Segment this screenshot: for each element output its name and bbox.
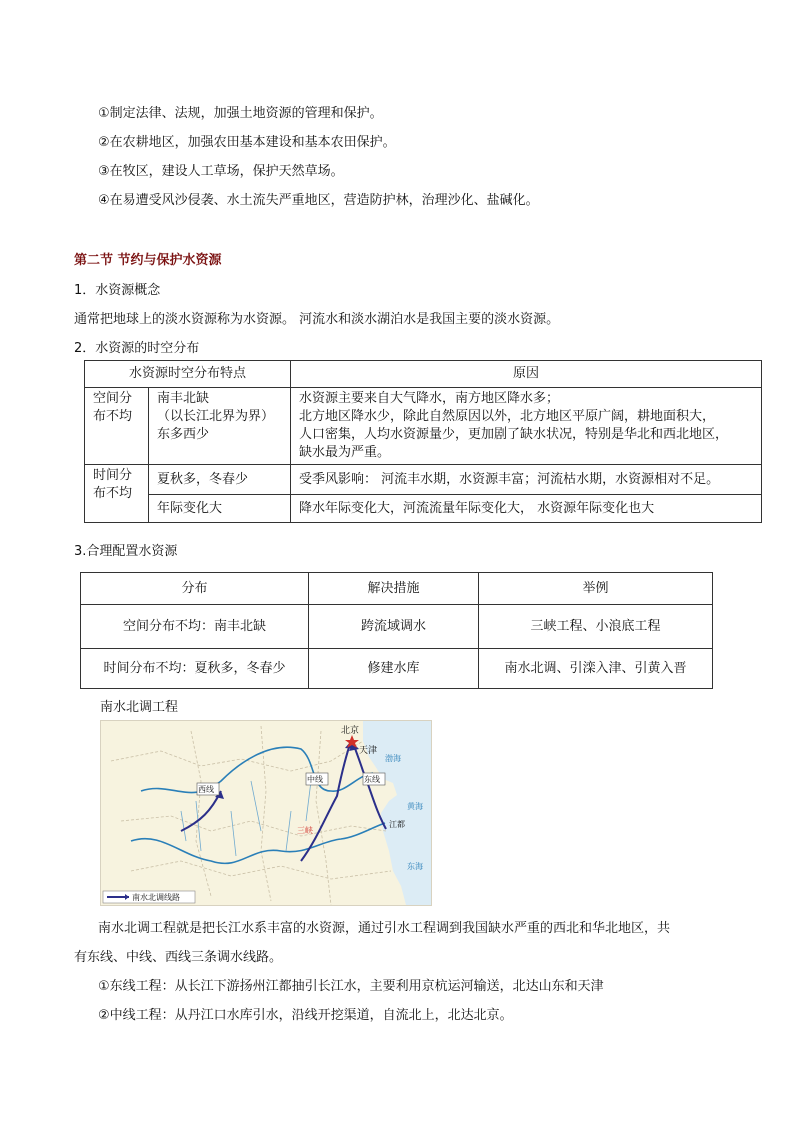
concept-text: 通常把地球上的淡水资源称为水资源。 河流水和淡水湖泊水是我国主要的淡水资源。 <box>74 312 560 327</box>
measure-1: ①制定法律、法规，加强土地资源的管理和保护。 <box>98 106 383 121</box>
alloc-cell: 时间分布不均：夏秋多，冬春少 <box>81 649 309 689</box>
map-label-middle-line: 中线 <box>307 775 323 784</box>
alloc-cell: 三峡工程、小浪底工程 <box>479 605 713 649</box>
temporal-feature-1: 夏秋多，冬春少 <box>149 465 291 495</box>
alloc-header-example: 举例 <box>479 573 713 605</box>
spatial-reason <box>291 388 762 465</box>
intro-line-2: 有东线、中线、西线三条调水线路。 <box>74 950 283 965</box>
map-label-east-line: 东线 <box>364 775 380 784</box>
spatial-reason-line: 北方地区降水少，除此自然原因以外，北方地区平原广阔，耕地面积大， <box>299 409 716 424</box>
alloc-cell: 南水北调、引滦入津、引黄入晋 <box>479 649 713 689</box>
header-feature: 水资源时空分布特点 <box>85 361 291 388</box>
measure-2: ②在农耕地区，加强农田基本建设和基本农田保护。 <box>98 135 396 150</box>
measure-4: ④在易遭受风沙侵袭、水土流失严重地区，营造防护林，治理沙化、盐碱化。 <box>98 193 539 208</box>
east-route-text: ①东线工程：从长江下游扬州江都抽引长江水，主要利用京杭运河输送，北达山东和天津 <box>98 979 604 994</box>
map-label-donghai: 东海 <box>407 862 423 871</box>
alloc-header-measure: 解决措施 <box>309 573 479 605</box>
distribution-table <box>84 360 762 523</box>
spatial-reason-line: 缺水最为严重。 <box>299 445 391 460</box>
spatial-reason-line: 水资源主要来自大气降水，南方地区降水多； <box>299 391 560 406</box>
spatial-feature-line: 南丰北缺 <box>157 391 210 406</box>
temporal-reason-2: 降水年际变化大，河流流量年际变化大， 水资源年际变化也大 <box>291 495 762 523</box>
spatial-feature <box>149 388 291 465</box>
intro-line-1: 南水北调工程就是把长江水系丰富的水资源，通过引水工程调到我国缺水严重的西北和华北地区，共 <box>98 921 671 936</box>
distribution-heading: 2．水资源的时空分布 <box>74 341 200 356</box>
spatial-label: 空间分布不均 <box>85 388 149 465</box>
map-label-west-line: 西线 <box>198 785 214 794</box>
concept-heading: 1．水资源概念 <box>74 283 161 298</box>
spatial-feature-line: 东多西少 <box>157 427 210 442</box>
spatial-reason-line: 人口密集，人均水资源量少，更加剧了缺水状况，特别是华北和西北地区， <box>299 427 729 442</box>
map-label-huanghai: 黄海 <box>407 802 423 811</box>
map-label-sanxia: 三峡 <box>297 826 313 835</box>
alloc-cell: 空间分布不均：南丰北缺 <box>81 605 309 649</box>
spatial-feature-line: （以长江北界为界） <box>157 409 275 424</box>
measure-3: ③在牧区，建设人工草场，保护天然草场。 <box>98 164 344 179</box>
map-label-bohai: 渤海 <box>385 754 401 763</box>
south-north-water-map <box>100 720 432 906</box>
map-label-tianjin: 天津 <box>359 746 378 756</box>
temporal-reason-1: 受季风影响： 河流丰水期，水资源丰富；河流枯水期，水资源相对不足。 <box>291 465 762 495</box>
section-title: 第二节 节约与保护水资源 <box>74 253 222 268</box>
map-label-jiangdu: 江都 <box>389 820 405 829</box>
alloc-header-distribution: 分布 <box>81 573 309 605</box>
allocation-table <box>80 572 713 689</box>
alloc-cell: 修建水库 <box>309 649 479 689</box>
map-caption: 南水北调工程 <box>100 700 179 715</box>
alloc-cell: 跨流域调水 <box>309 605 479 649</box>
map-label-beijing: 北京 <box>341 726 360 736</box>
temporal-feature-2: 年际变化大 <box>149 495 291 523</box>
temporal-label: 时间分布不均 <box>85 465 149 523</box>
allocation-heading: 3.合理配置水资源 <box>74 544 178 559</box>
header-reason: 原因 <box>291 361 762 388</box>
middle-route-text: ②中线工程：从丹江口水库引水，沿线开挖渠道，自流北上，北达北京。 <box>98 1008 513 1023</box>
map-legend-label: 南水北调线路 <box>132 893 180 902</box>
